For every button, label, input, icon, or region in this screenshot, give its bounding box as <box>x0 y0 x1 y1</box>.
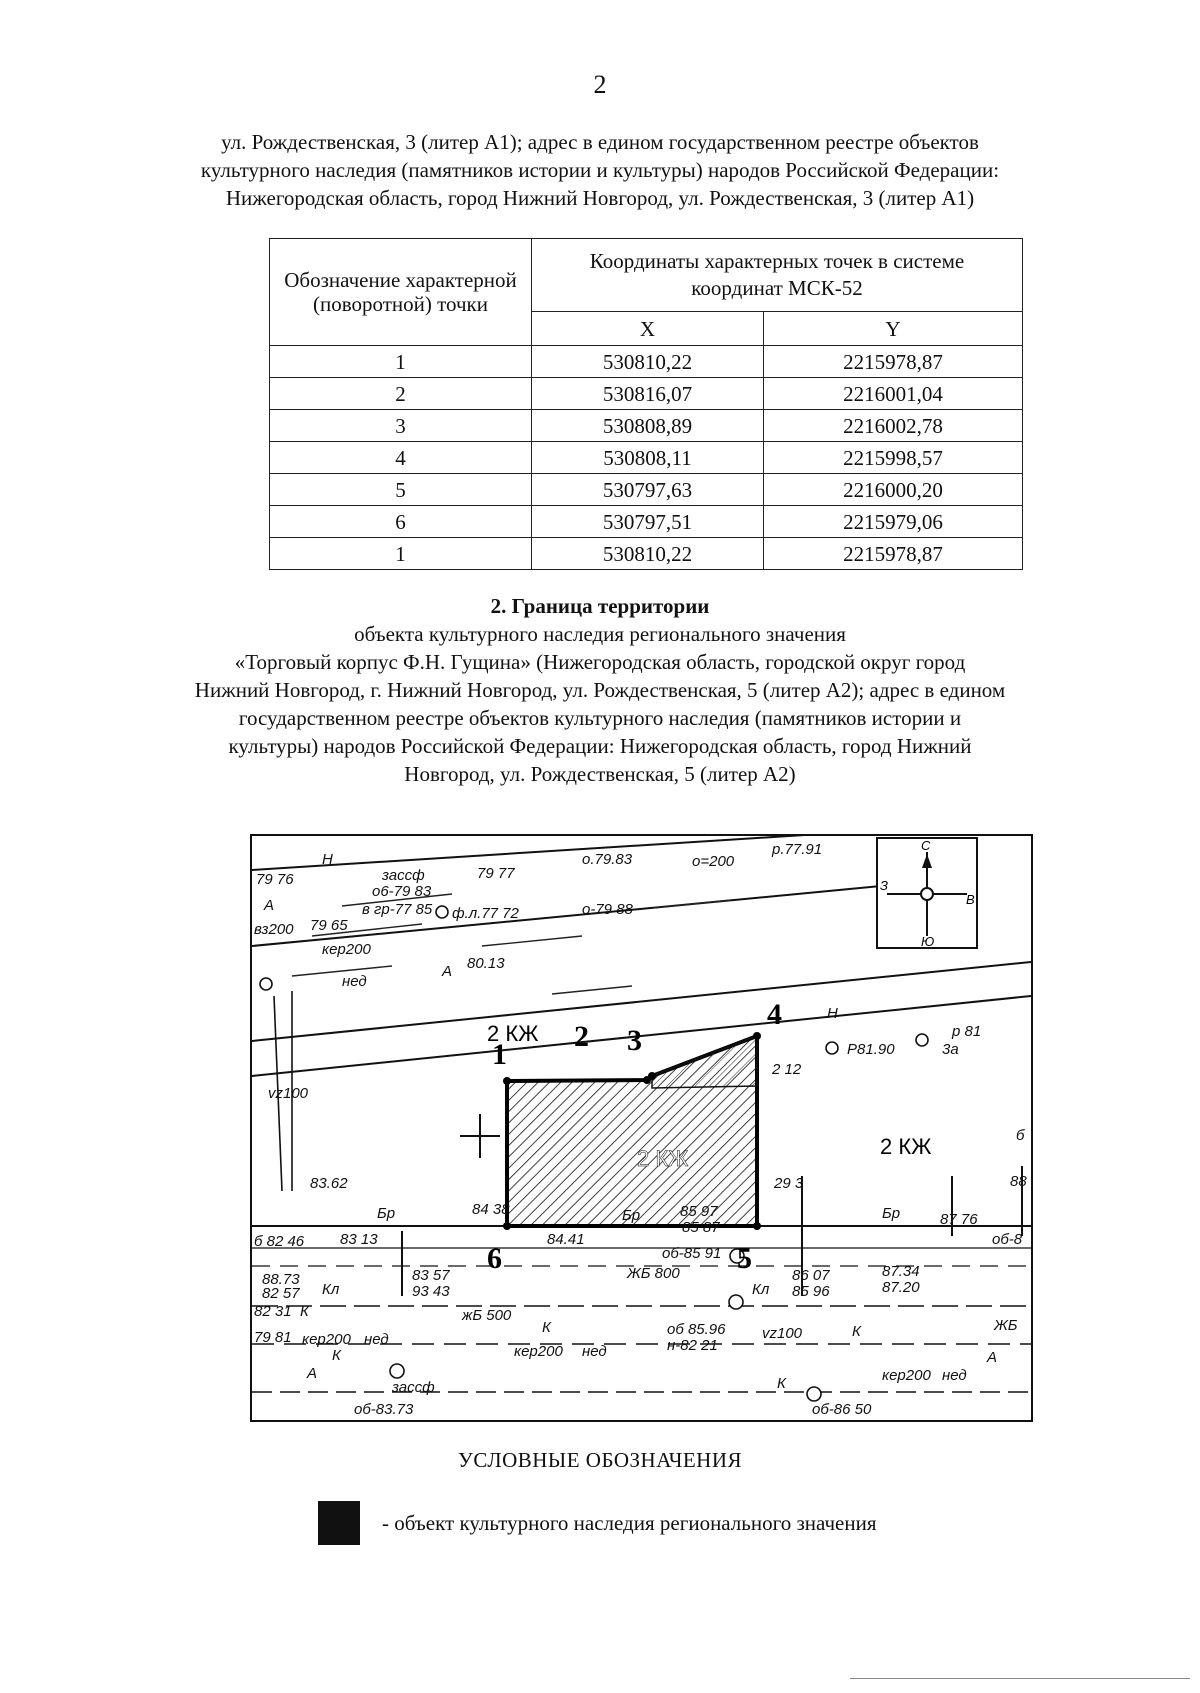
map-annotation: об-86 50 <box>812 1401 872 1418</box>
table-row <box>270 474 1023 506</box>
map-annotation: К <box>542 1319 551 1336</box>
table-row <box>270 442 1023 474</box>
map-annotation: А <box>264 897 275 914</box>
coordinates-table <box>269 238 1023 570</box>
cell-y: 2215979,06 <box>764 506 1023 538</box>
cell-point: 5 <box>270 474 532 506</box>
map-annotation: 82 31 <box>254 1303 292 1320</box>
map-annotation: нед <box>942 1367 967 1384</box>
map-annotation: А <box>307 1365 318 1382</box>
site-plan-svg <box>252 836 1031 1420</box>
compass-e: В <box>966 892 975 907</box>
cell-point: 1 <box>270 346 532 378</box>
compass <box>877 838 977 948</box>
legend-item <box>318 1500 876 1546</box>
cell-y: 2215998,57 <box>764 442 1023 474</box>
page-number: 2 <box>593 70 607 99</box>
cell-point: 6 <box>270 506 532 538</box>
intro-text <box>150 128 1050 212</box>
map-annotation: нед <box>342 973 367 990</box>
table-row <box>270 538 1023 570</box>
zone-label-right: 2 КЖ <box>880 1134 932 1159</box>
map-annotation: А <box>442 963 453 980</box>
map-annotation: жБ 500 <box>462 1307 512 1324</box>
map-annotation: К <box>777 1375 786 1392</box>
map-annotation: кер200 <box>514 1343 563 1360</box>
map-annotation: 93 43 <box>412 1283 450 1300</box>
point-label-6: 6 <box>487 1242 502 1275</box>
cell-x: 530808,11 <box>532 442 764 474</box>
map-annotation: 83.62 <box>310 1175 348 1192</box>
intro-line: ул. Рождественская, 3 (литер А1); адрес в едином государственном реестре объектов <box>221 130 979 154</box>
legend-title: УСЛОВНЫЕ ОБОЗНАЧЕНИЯ <box>457 1448 743 1472</box>
map-annotation: 87.34 <box>882 1263 920 1280</box>
map-annotation: р 81 <box>952 1023 982 1040</box>
intro-line: Нижегородская область, город Нижний Новгород, ул. Рождественская, 3 (литер А1) <box>225 186 975 210</box>
map-annotation: 2 12 <box>772 1061 802 1078</box>
map-annotation: о=200 <box>692 853 735 870</box>
cell-x: 530816,07 <box>532 378 764 410</box>
site-plan-map <box>250 834 1033 1422</box>
map-annotation: 87.20 <box>882 1279 920 1296</box>
intro-line: культурного наследия (памятников истории и культуры) народов Российской Федерации: <box>200 158 1000 182</box>
neighbour-hatched-area <box>652 1036 757 1088</box>
map-annotation: об-8 <box>992 1231 1023 1248</box>
map-annotation: К <box>332 1347 341 1364</box>
point-label-1: 1 <box>492 1038 507 1071</box>
map-annotation: Кл <box>752 1281 770 1298</box>
map-annotation: кер200 <box>322 941 371 958</box>
map-annotation: об-83.73 <box>354 1401 414 1418</box>
cell-x: 530810,22 <box>532 346 764 378</box>
cell-y: 2216002,78 <box>764 410 1023 442</box>
cell-x: 530810,22 <box>532 538 764 570</box>
map-annotation: о-79 88 <box>582 901 633 918</box>
map-annotation: Бр <box>622 1207 641 1224</box>
map-annotation: А <box>987 1349 998 1366</box>
map-annotation: 87 76 <box>940 1211 978 1228</box>
map-annotation: 83 13 <box>340 1231 378 1248</box>
map-annotation: кер200 <box>302 1331 351 1348</box>
map-annotation: кер200 <box>882 1367 931 1384</box>
map-annotation: 79 81 <box>254 1329 292 1346</box>
point-label-3: 3 <box>627 1024 642 1057</box>
section-line: Новгород, ул. Рождественская, 5 (литер А2) <box>404 762 796 786</box>
cell-y: 2215978,87 <box>764 538 1023 570</box>
footer-divider <box>850 1678 1190 1679</box>
map-annotation: ф.л.77 72 <box>452 905 519 922</box>
map-annotation: 86 07 <box>792 1267 830 1284</box>
map-annotation: о.79.83 <box>582 851 633 868</box>
header-y: Y <box>764 312 1023 346</box>
legend-item-text: - объект культурного наследия регионального значения <box>382 1510 877 1535</box>
cell-point: 4 <box>270 442 532 474</box>
cell-x: 530797,63 <box>532 474 764 506</box>
map-annotation: vz100 <box>268 1085 309 1102</box>
map-annotation: К <box>852 1323 861 1340</box>
cell-x: 530808,89 <box>532 410 764 442</box>
map-annotation: вз200 <box>254 921 294 938</box>
section-title: 2. Граница территории <box>490 594 710 618</box>
map-annotation: 82 57 <box>262 1285 300 1302</box>
table-row <box>270 410 1023 442</box>
map-annotation: н-82 21 <box>667 1337 718 1354</box>
cell-y: 2215978,87 <box>764 346 1023 378</box>
section-line: Нижний Новгород, г. Нижний Новгород, ул. Рождественская, 5 (литер А2); адрес в едином <box>194 678 1006 702</box>
zone-label-left: 2 КЖ <box>487 1021 539 1046</box>
table-row <box>270 506 1023 538</box>
map-annotation: 85 87 <box>682 1219 720 1236</box>
map-annotation: 84.41 <box>547 1231 585 1248</box>
map-annotation: 3а <box>942 1041 959 1058</box>
section-territory <box>130 592 1070 788</box>
map-annotation: 80.13 <box>467 955 505 972</box>
map-annotation: Кл <box>322 1281 340 1298</box>
section-line: культуры) народов Российской Федерации: Нижегородская область, город Нижний <box>228 734 972 758</box>
map-annotation: в гр-77 85 <box>362 901 433 918</box>
map-annotation: К <box>300 1303 309 1320</box>
map-annotation: 88.73 <box>262 1271 300 1288</box>
compass-s: Ю <box>921 934 935 949</box>
map-annotation: Р81.90 <box>847 1041 895 1058</box>
map-annotation: vz100 <box>762 1325 803 1342</box>
header-x: X <box>532 312 764 346</box>
map-annotation: Н <box>827 1005 838 1022</box>
cell-point: 3 <box>270 410 532 442</box>
map-annotation: нед <box>364 1331 389 1348</box>
map-annotation: 83 57 <box>412 1267 450 1284</box>
map-annotation: об 85.96 <box>667 1321 726 1338</box>
map-annotation: 88 <box>1010 1173 1027 1190</box>
table-row <box>270 378 1023 410</box>
map-annotation: зассф <box>382 867 425 884</box>
table-row <box>270 346 1023 378</box>
cell-point: 2 <box>270 378 532 410</box>
point-label-2: 2 <box>574 1020 589 1053</box>
map-annotation: 84 38 <box>472 1201 510 1218</box>
map-annotation: б 82 46 <box>254 1233 305 1250</box>
map-annotation: Н <box>322 851 333 868</box>
map-annotation: Бр <box>882 1205 901 1222</box>
cell-point: 1 <box>270 538 532 570</box>
map-annotation: Бр <box>377 1205 396 1222</box>
compass-n: С <box>921 838 931 853</box>
map-annotation: нед <box>582 1343 607 1360</box>
map-annotation: 29 3 <box>774 1175 804 1192</box>
map-annotation: об-85 91 <box>662 1245 722 1262</box>
map-annotation: о6-79 83 <box>372 883 432 900</box>
point-label-4: 4 <box>767 998 782 1031</box>
cell-y: 2216000,20 <box>764 474 1023 506</box>
map-annotation: 85 96 <box>792 1283 830 1300</box>
map-annotation: 79 77 <box>477 865 515 882</box>
cross-marker <box>460 1114 500 1158</box>
map-annotation: ЖБ <box>994 1317 1018 1334</box>
section-line: объекта культурного наследия регионального значения <box>354 622 846 646</box>
cell-x: 530797,51 <box>532 506 764 538</box>
header-coordinates: Координаты характерных точек в системе координат МСК-52 <box>532 239 1023 312</box>
map-annotation: б <box>1016 1127 1025 1144</box>
map-annotation: 85 97 <box>680 1203 718 1220</box>
header-point-designation: Обозначение характерной (поворотной) точки <box>270 239 532 346</box>
map-annotation: ЖБ 800 <box>627 1265 680 1282</box>
section-line: «Торговый корпус Ф.Н. Гущина» (Нижегородская область, городской округ город <box>234 650 966 674</box>
map-annotation: 79 65 <box>310 917 348 934</box>
section-line: государственном реестре объектов культурного наследия (памятников истории и <box>238 706 962 730</box>
map-annotation: зассф <box>392 1379 435 1396</box>
map-annotation: 79 76 <box>256 871 294 888</box>
object-zone-label: 2 КЖ <box>637 1146 689 1171</box>
cell-y: 2216001,04 <box>764 378 1023 410</box>
legend-swatch <box>318 1501 360 1545</box>
map-annotation: р.77.91 <box>772 841 823 858</box>
compass-w: З <box>880 878 888 893</box>
point-label-5: 5 <box>737 1242 752 1275</box>
